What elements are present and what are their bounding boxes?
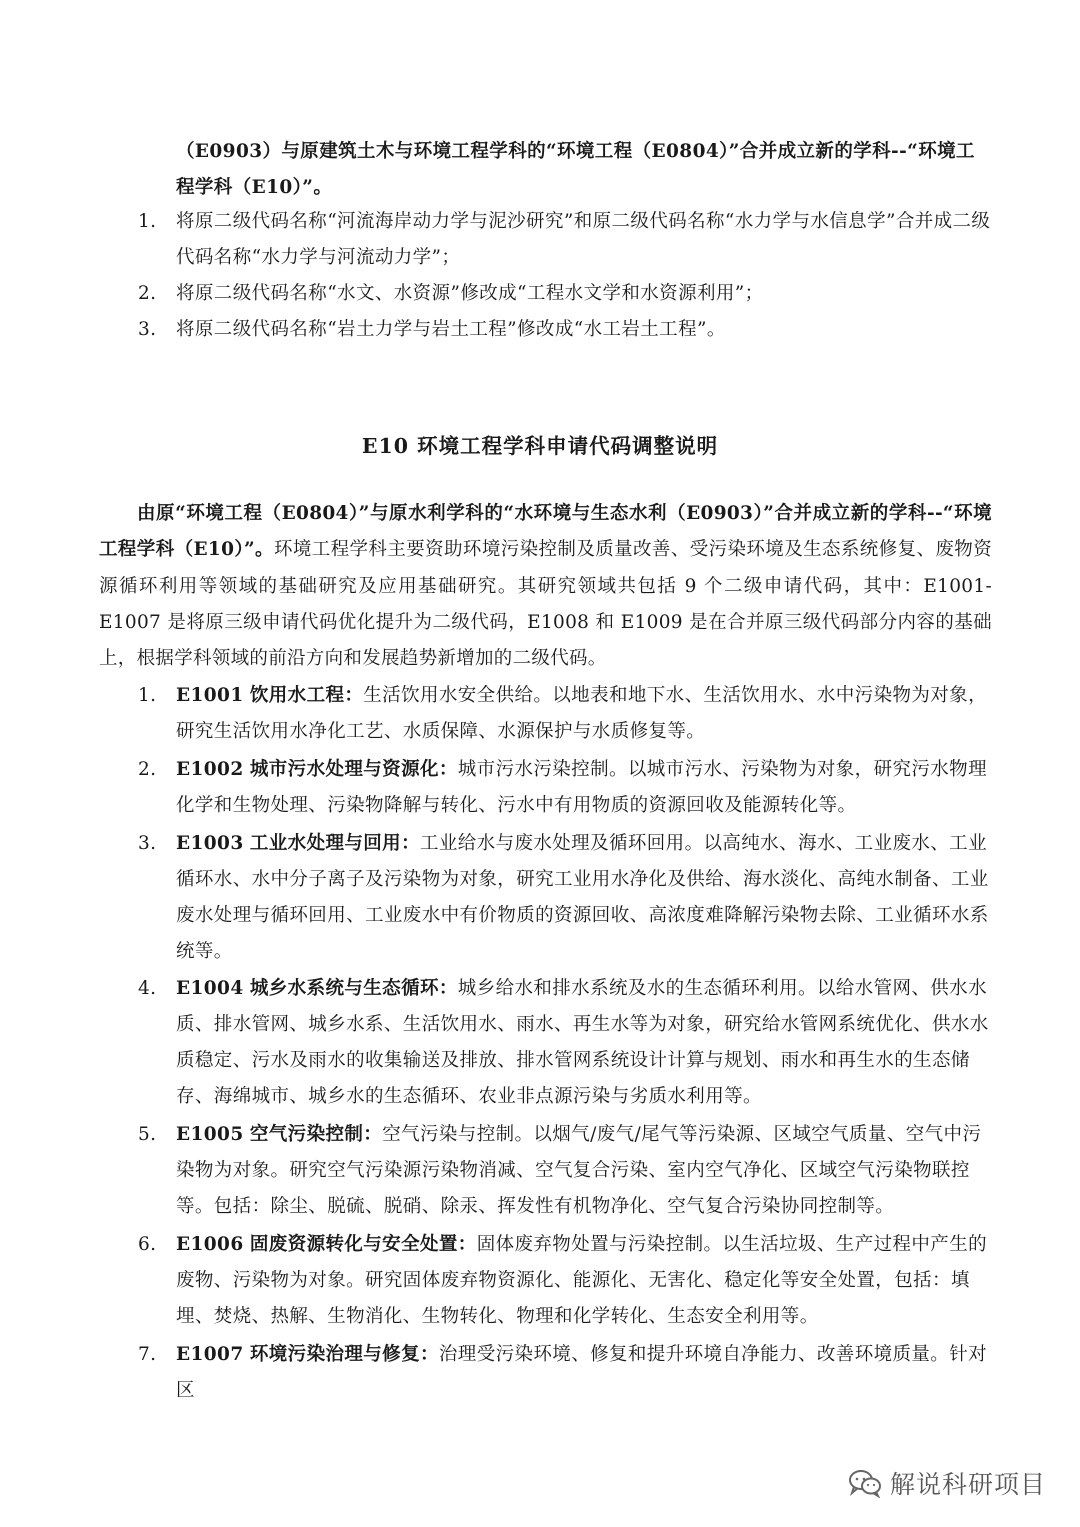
item-code: E1003	[176, 832, 244, 854]
item-title: 城市污水处理与资源化：	[249, 758, 458, 780]
list-item	[138, 678, 993, 750]
item-title: 环境污染治理与修复：	[249, 1343, 439, 1365]
item-code: E1005	[176, 1124, 244, 1146]
list-name-changes	[138, 204, 993, 348]
list-subject-codes	[138, 678, 993, 1411]
item-code: E1007	[176, 1343, 244, 1365]
section-title: E10 环境工程学科申请代码调整说明	[361, 434, 719, 458]
list-number: 4.	[138, 978, 157, 1000]
item-title: 工业水处理与回用：	[249, 832, 420, 854]
list-number: 1.	[138, 685, 157, 706]
intro-bold-text: 由原“环境工程（E0804）”与原水利学科的“水环境与生态水利（E0903）”合并成立新的学科--“环境工程学科（E10）”。	[99, 503, 992, 561]
list-number: 2.	[138, 283, 157, 304]
list-number: 7.	[138, 1343, 157, 1365]
item-description: 空气污染与控制。以烟气/废气/尾气等污染源、区域空气质量、空气中污染物为对象。研究空气污染源污染物消减、空气复合污染、室内空气净化、区域空气污染物联控等。包括：除尘、脱硫、脱硝、除汞、挥发性有机物净化、空气复合污染协同控制等。	[176, 1124, 982, 1218]
item-description: 固体废弃物处置与污染控制。以生活垃圾、生产过程中产生的废物、污染物为对象。研究固体废弃物资源化、能源化、无害化、稳定化等安全处置，包括：填埋、焚烧、热解、生物消化、生物转化、物理和化学转化、生态安全利用等。	[176, 1233, 987, 1327]
list-text: 将原二级代码名称“河流海岸动力学与泥沙研究”和原二级代码名称“水力学与水信息学”合并成二级代码名称“水力学与河流动力学”；	[176, 211, 991, 268]
list-item	[138, 1227, 993, 1335]
list-text: 将原二级代码名称“岩土力学与岩土工程”修改成“水工岩土工程”。	[176, 319, 726, 340]
list-number: 3.	[138, 319, 157, 340]
list-text: 将原二级代码名称“水文、水资源”修改成“工程水文学和水资源利用”；	[176, 283, 764, 304]
list-item	[138, 312, 993, 348]
watermark	[848, 1465, 1046, 1501]
item-code: E1004	[176, 978, 244, 1000]
intro-paragraph	[99, 496, 992, 677]
list-number: 5.	[138, 1124, 157, 1146]
item-description: 城市污水污染控制。以城市污水、污染物为对象，研究污水物理化学和生物处理、污染物降解与转化、污水中有用物质的资源回收及能源转化等。	[176, 758, 987, 816]
watermark-text: 解说科研项目	[889, 1470, 1046, 1499]
list-number: 3.	[138, 832, 157, 854]
list-item	[138, 276, 993, 312]
list-number: 2.	[138, 758, 157, 780]
item-title: 饮用水工程：	[249, 685, 364, 706]
item-title: 固废资源转化与安全处置：	[249, 1233, 477, 1255]
item-description: 生活饮用水安全供给。以地表和地下水、生活饮用水、水中污染物为对象，研究生活饮用水净化工艺、水质保障、水源保护与水质修复等。	[176, 685, 987, 742]
item-title: 城乡水系统与生态循环：	[249, 978, 458, 1000]
item-code: E1001	[176, 685, 244, 706]
item-title: 空气污染控制：	[249, 1124, 383, 1146]
intro-text: 环境工程学科主要资助环境污染控制及质量改善、受污染环境及生态系统修复、废物资源循环利用等领域的基础研究及应用基础研究。其研究领域共包括 9 个二级申请代码，其中：E1001-E1007 是将原三级申请代码优化提升为二级代码，E1008 和 E1009 是在合并原三级代码部分内容的基础上，根据学科领域的前沿方向和发展趋势新增加的二级代码。	[99, 539, 992, 670]
list-number: 1.	[138, 211, 157, 232]
top-paragraph: （E0903）与原建筑土木与环境工程学科的“环境工程（E0804）”合并成立新的学科--“环境工程学科（E10）”。	[176, 141, 975, 198]
item-description: 工业给水与废水处理及循环回用。以高纯水、海水、工业废水、工业循环水、水中分子离子及污染物为对象，研究工业用水净化及供给、海水淡化、高纯水制备、工业废水处理与循环回用、工业废水中有价物质的资源回收、高浓度难降解污染物去除、工业循环水系统等。	[176, 832, 989, 962]
list-item	[138, 204, 993, 276]
list-item	[138, 1337, 993, 1409]
list-item	[138, 971, 993, 1115]
item-description: 城乡给水和排水系统及水的生态循环利用。以给水管网、供水水质、排水管网、城乡水系、生活饮用水、雨水、再生水等为对象，研究给水管网系统优化、供水水质稳定、污水及雨水的收集输送及排放、排水管网系统设计计算与规划、雨水和再生水的生态储存、海绵城市、城乡水的生态循环、农业非点源污染与劣质水利用等。	[176, 978, 989, 1108]
list-item	[138, 752, 993, 824]
wechat-icon	[848, 1468, 882, 1498]
item-description: 治理受污染环境、修复和提升环境自净能力、改善环境质量。针对区	[176, 1343, 987, 1401]
list-item	[138, 826, 993, 970]
list-number: 6.	[138, 1233, 157, 1255]
item-code: E1006	[176, 1233, 244, 1255]
list-item	[138, 1117, 993, 1225]
item-code: E1002	[176, 758, 244, 780]
